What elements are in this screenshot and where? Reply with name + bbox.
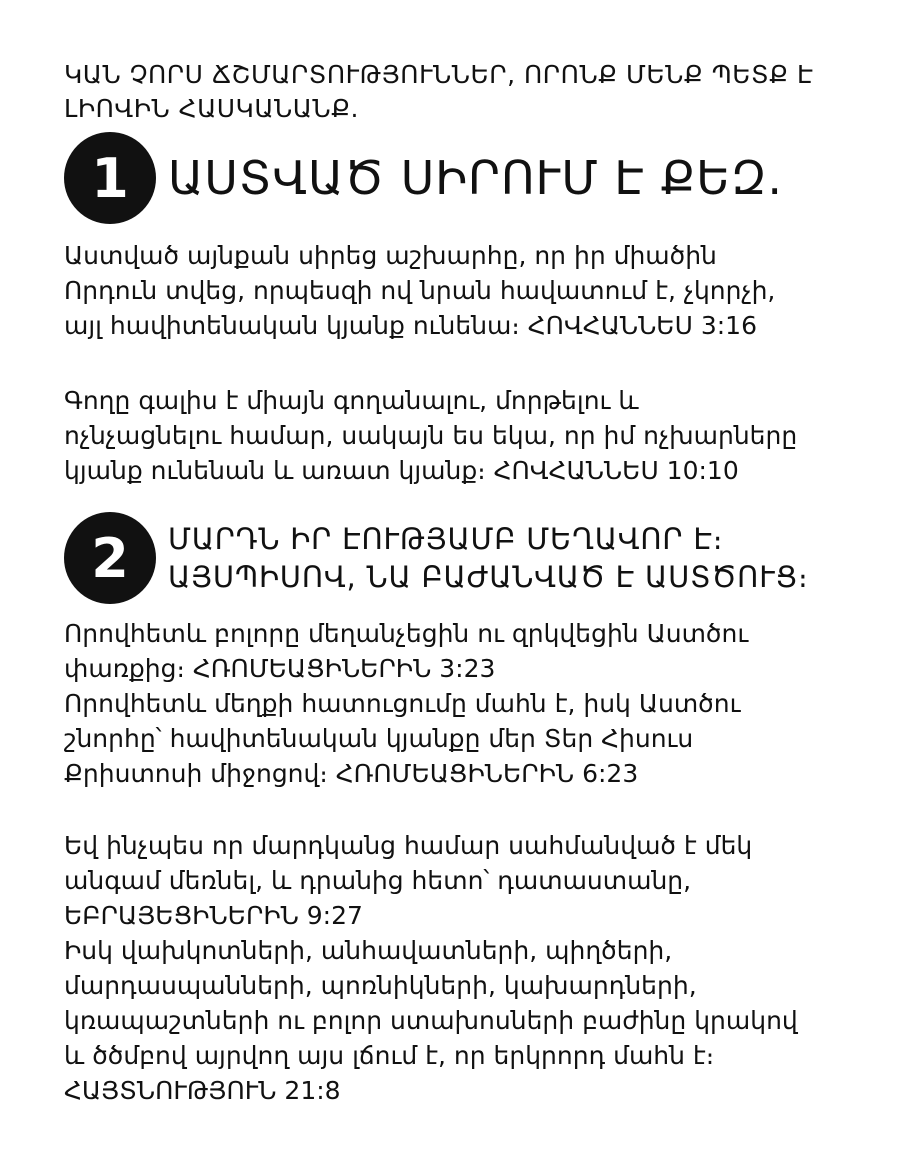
- heading-line: ԱՍՏՎԱԾ ՍԻՐՈՒՄ Է ՔԵԶ.: [168, 151, 784, 205]
- verse-block-john-3-16: [64, 238, 864, 343]
- intro-text: [64, 58, 854, 126]
- verse-line: Քրիստոսի միջոցով։ ՀՌՈՄԵԱՑԻՆԵՐԻՆ 6:23: [64, 759, 639, 788]
- verse-line: Որդուն տվեց, որպեսզի ով նրան հավատում է, չկորչի,: [64, 276, 776, 305]
- verse-line: Իսկ վախկոտների, անհավատների, պիղծերի,: [64, 936, 673, 965]
- verse-line: Աստված այնքան սիրեց աշխարհը, որ իր միածին: [64, 241, 717, 270]
- verse-line: Որովհետև մեղքի հատուցումը մահն է, իսկ Աստծու: [64, 689, 741, 718]
- number-badge-1: 1: [64, 132, 156, 224]
- verse-line: շնորհը՝ հավիտենական կյանքը մեր Տեր Հիսուս: [64, 724, 694, 753]
- verse-line: մարդասպանների, պոռնիկների, կախարդների,: [64, 971, 697, 1000]
- point-1-header: [64, 132, 783, 224]
- verse-line: անգամ մեռնել, և դրանից հետո՝ դատաստանը,: [64, 866, 692, 895]
- number-badge-2: 2: [64, 512, 156, 604]
- verse-line: ՀԱՅՏՆՈՒԹՅՈՒՆ 21:8: [64, 1076, 341, 1105]
- verse-block-john-10-10: [64, 383, 864, 488]
- verse-line: Գողը գալիս է միայն գողանալու, մորթելու և: [64, 386, 639, 415]
- verse-line: այլ հավիտենական կյանք ունենա։ ՀՈՎՀԱՆՆԵՍ 3:16: [64, 311, 757, 340]
- intro-line: ԿԱՆ ՉՈՐՍ ՃՇՄԱՐՏՈՒԹՅՈՒՆՆԵՐ, ՈՐՈՆՔ ՄԵՆՔ ՊԵՏՔ Է: [64, 60, 814, 89]
- verse-line: կյանք ունենան և առատ կյանք։ ՀՈՎՀԱՆՆԵՍ 10:10: [64, 456, 739, 485]
- verse-block-romans: [64, 616, 864, 791]
- verse-line: ոչնչացնելու համար, սակայն ես եկա, որ իմ ոչխարները: [64, 421, 798, 450]
- verse-line: Եվ ինչպես որ մարդկանց համար սահմանված է մեկ: [64, 831, 753, 860]
- intro-line: ԼԻՈՎԻՆ ՀԱՍԿԱՆԱՆՔ.: [64, 94, 359, 123]
- verse-block-hebrews-revelation: [64, 828, 864, 1108]
- verse-line: Որովհետև բոլորը մեղանչեցին ու զրկվեցին Աստծու: [64, 619, 749, 648]
- verse-line: ԵԲՐԱՅԵՑԻՆԵՐԻՆ 9:27: [64, 901, 363, 930]
- heading-line: ԱՅՍՊԻՍՈՎ, ՆԱ ԲԱԺԱՆՎԱԾ Է ԱՍՏԾՈՒՑ։: [168, 560, 809, 594]
- verse-line: և ծծմբով այրվող այս լճում է, որ երկրորդ մահն է։: [64, 1041, 715, 1070]
- point-1-heading: [168, 150, 783, 206]
- heading-line: ՄԱՐԴՆ ԻՐ ԷՈՒԹՅԱՄԲ ՄԵՂԱՎՈՐ Է։: [168, 522, 724, 556]
- point-2-header: [64, 512, 809, 604]
- verse-line: փառքից։ ՀՌՈՄԵԱՑԻՆԵՐԻՆ 3:23: [64, 654, 496, 683]
- verse-line: կռապաշտների ու բոլոր ստախոսների բաժինը կրակով: [64, 1006, 798, 1035]
- point-2-heading: [168, 520, 809, 596]
